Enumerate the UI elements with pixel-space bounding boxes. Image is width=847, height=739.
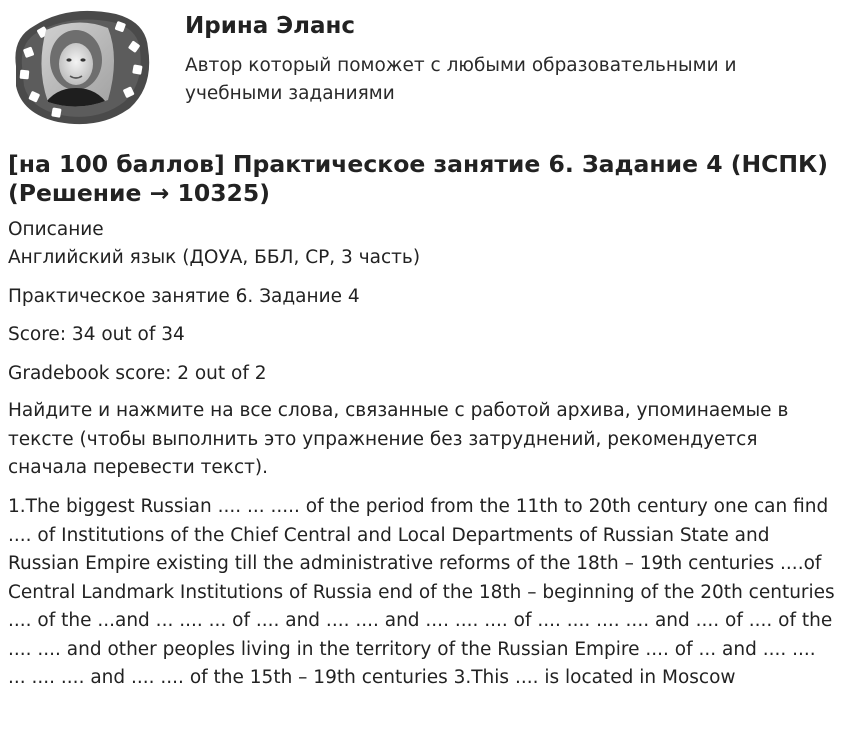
- assignment-line: Практическое занятие 6. Задание 4: [8, 286, 360, 307]
- author-avatar[interactable]: [8, 8, 153, 126]
- exercise-text: 1.The biggest Russian .... ... ..... of the period from the 11th to 20th century one can find .... of Institutions of the Chief Central and Local Departments of Russian State and Russian Empire existing till the administrative reforms of the 18th – 19th centuries ....of Central Landmark Institutions of Russia end of the 18th – beginning of the 20th centuries .... of the ...and ... .... ... of .... and .... .... and .... .... .... of .... .... .... .... and .... of .... of the .... .... and other peoples living in the territory of the Russian Empire .... of ... and .... .... ... .... .... and .... .... of the 15th – 19th centuries 3.This .... is located in Moscow: [8, 496, 835, 688]
- description-label: Описание: [8, 219, 104, 240]
- author-description: Автор который поможет с любыми образовательными и учебными заданиями: [185, 55, 737, 104]
- score-line: Score: 34 out of 34: [8, 324, 185, 345]
- product-title: [на 100 баллов] Практическое занятие 6. Задание 4 (НСПК) (Решение → 10325): [8, 150, 828, 207]
- instruction-paragraph: Найдите и нажмите на все слова, связанные с работой архива, упоминаемые в тексте (чтобы выполнить это упражнение без затруднений, рекомендуется сначала перевести текст).: [8, 400, 789, 478]
- gradebook-line: Gradebook score: 2 out of 2: [8, 363, 267, 384]
- avatar-film-frame-icon: [8, 8, 153, 126]
- author-card: [8, 8, 838, 126]
- author-name[interactable]: Ирина Эланс: [185, 13, 356, 39]
- subject-line: Английский язык (ДОУА, ББЛ, СР, 3 часть): [8, 247, 421, 268]
